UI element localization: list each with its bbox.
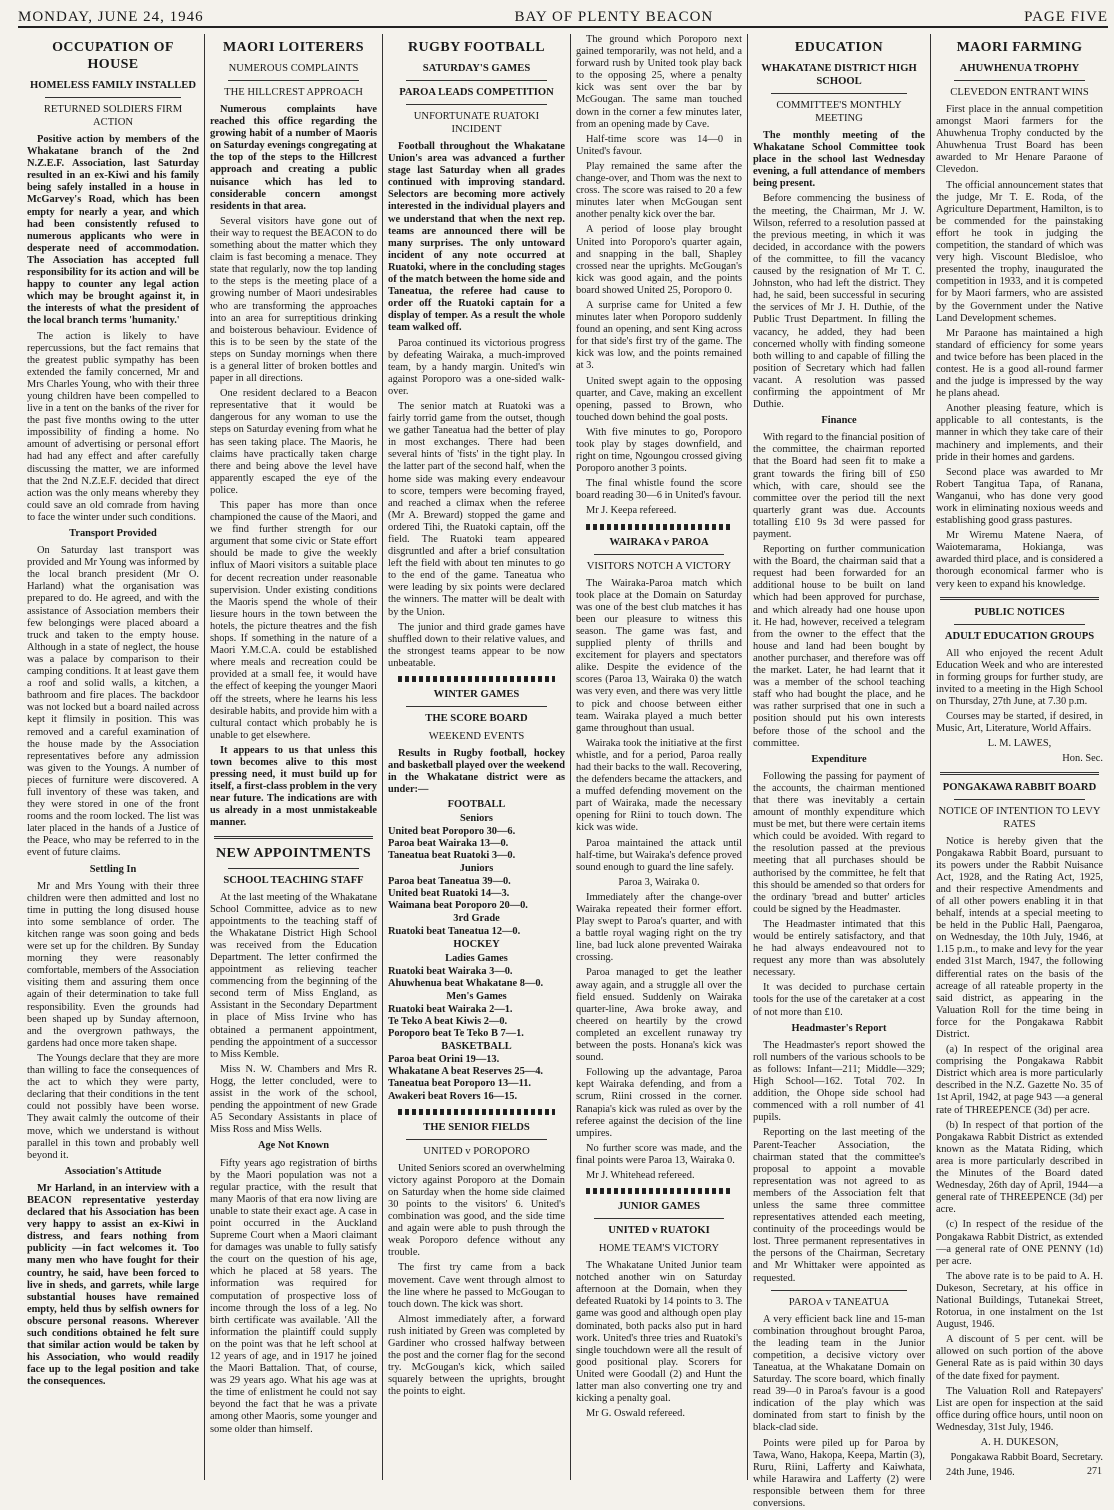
result-line: Paroa beat Taneatua 39—0. (388, 875, 511, 887)
headline-appointments: NEW APPOINTMENTS (215, 845, 372, 861)
paragraph: Before commencing the business of the meeting, the Chairman, Mr J. W. Wilson, referred to a resolution passed at the previous meeting, in which it was decided, in accordance with the powers of the committee, to fill the vacancy caused by the resignation of Mr T. C. Johnston, who had left the district. They had, he said, been successful in securing the services of Mr J. H. Duthie, of the Public Trust Department. In filling the vacancy, he added, they had been concerned wholly with finding someone both willing to and capable of filling the position of Secretary which had fallen vacant. A resolution was passed confirming the appointment of Mr Duthie. (753, 193, 925, 411)
paragraph: The Wairaka-Paroa match which took place at the Domain on Saturday was one of the best club matches it has been our pleasure to witness this season. The game was fast, and supplied plenty of thrills and excitement for players and spectators alike. Despite the evidence of the scores (Paroa 13, Wairaka 0) the watch was very even, and there was very little to pick and choose between either team. Wairaka played a much better game throughout than usual. (576, 577, 742, 734)
subhead: UNITED v RUATOKI (608, 1225, 710, 1237)
divider (954, 624, 1085, 625)
divider (586, 524, 732, 530)
divider (586, 1188, 732, 1194)
signature-title: Hon. Sec. (1062, 753, 1103, 765)
paragraph: A very efficient back line and 15-man combination throughout brought Paroa, the leading team in the Junior competition, a decisive victory over Taneatua, at the Whakatane Domain on Saturday. The score board, which finally read 39—0 in Paroa's favour is a good indication of the play which was dominated from start to finish by the black-clad side. (753, 1313, 925, 1434)
paragraph: Mr and Mrs Young with their three children were then admitted and lost no time in putting the long disused house into some semblance of order. The kitchen range was soon going and beds were set up for the children. By Sunday morning they were reasonably comfortable, members of the Association visiting them and assuring them once again of their determination to take full responsibility. Even the grounds had been shaped up by Sunday afternoon, and the overgrown pathways, the gardens had once more taken shape. (27, 880, 199, 1049)
subhead: SATURDAY'S GAMES (422, 63, 531, 74)
paragraph: Reporting on further communication with the Board, the chairman said that a request had been forwarded for an additional house to be built on land which had been approved for purchase, and which already had one house upon it. He had, however, received a telegram from the owner to the effect that the house and land had been bought by another purchaser, and therefore was off the market. Later, he had learnt that it was a member of the school teaching staff who had bought the place, and he was rather surprised that one in such a position should put his own interests before those of the school and the committee. (753, 544, 925, 749)
column-maori-farming (931, 34, 1108, 1480)
subhead: SCHOOL TEACHING STAFF (223, 874, 364, 886)
result-line: United beat Ruatoki 14—3. (388, 888, 510, 900)
lead-paragraph: Football throughout the Whakatane Union's area was advanced a further stage last Saturday when all grades continued with improving standard. Selectors are becoming more actively interested in the individual players and we understand that when the next rep. teams are announced there will be many surprises. The only untoward incident of any note occurred at Ruatoki, where in the concluding stages of the match between the home side and Taneatua, the referee had cause to order off the Ruatoki captain for a display of temper. As a result the whole team walked off. (388, 141, 565, 334)
results-subheading: Men's Games (446, 990, 507, 1002)
notices-heading: PUBLIC NOTICES (974, 606, 1065, 618)
result-line: Taneatua beat Ruatoki 3—0. (388, 849, 516, 861)
subhead: HOME TEAM'S VICTORY (598, 1243, 720, 1255)
columns (22, 34, 1108, 1510)
headline-rugby: RUGBY FOOTBALL (408, 40, 545, 55)
paragraph: United swept again to the opposing quarter, and Cave, making an excellent opening, passed to Brown, who touched down behind the goal posts. (576, 375, 742, 423)
result-line: Awakeri beat Rovers 16—15. (388, 1090, 518, 1102)
paragraph: Mr J. Whitehead refereed. (586, 1169, 695, 1181)
subhead: NUMEROUS COMPLAINTS (228, 63, 359, 74)
subhead: VISITORS NOTCH A VICTORY (586, 560, 732, 572)
paragraph: Immediately after the change-over Wairaka repeated their former effort. Play swept to Paroa's quarter, and with a battle royal waging right on the try line, bad luck alone prevented Wairaka crossing. (576, 891, 742, 964)
paragraph: Mr Harland, in an interview with a BEACON representative yesterday declared that his Association has been very happy to assist an ex-Kiwi in distress, and fears nothing from publicity —in fact welcomes it. Too many men who have fought for their country, he said, have been forced to live in sheds, and garrets, while large substantial houses have remained empty, held thus by selfish owners for obscure personal reasons. Wherever such conditions obtained he felt sure that similar action would be taken by his Association, who would readily face up to the legal position and take the consequences. (27, 1182, 199, 1388)
lead-paragraph: Positive action by members of the Whakatane branch of the 2nd N.Z.E.F. Association, last Saturday resulted in an ex-Kiwi and his family being safely installed in a house in McGarvey's Road, which has been empty for nearly a year, and which had been consistently refused to numerous applicants who were in desperate need of accommodation. The Association has accepted full responsibility for its action and will be happy to counter any legal action which may be brought against it, in the interests of what the president of the local branch terms 'humanity.' (27, 134, 199, 327)
result-line: Poroporo beat Te Teko B 7—1. (388, 1028, 524, 1040)
subhead: UNFORTUNATE RUATOKI INCIDENT (413, 111, 540, 135)
column-occupation (22, 34, 205, 1480)
subhead: WEEKEND EVENTS (428, 731, 525, 743)
result-line: Ruatoki beat Wairaka 3—0. (388, 965, 513, 977)
paragraph: Points were piled up for Paroa by Tawa, Wano, Hakopa, Keepa, Martin (3), Ruru, Riini, Lafferty and Kaiwhata, while Harawira and Lafferty (2) were responsible between them for three conversions. (753, 1437, 925, 1510)
subhead: WINTER GAMES (433, 689, 520, 701)
paragraph: Play remained the same after the change-over, and Thom was the next to cross. The score was raised to 20 a few minutes later when McGougan sent another penalty kick over the bar. (576, 160, 742, 221)
paragraph: Almost immediately after, a forward rush initiated by Green was completed by Gardiner who crossed halfway between the post and the corner flag for the second try. McGougan's kick, which sailed squarely between the uprights, brought the points to eight. (388, 1313, 565, 1398)
divider (406, 706, 547, 707)
result-line: Paroa beat Wairaka 13—0. (388, 837, 509, 849)
divider (940, 772, 1099, 775)
paragraph: A period of loose play brought United into Poroporo's quarter again, and snapping in the ball, Shapley crossed near the uprights. McGougan's kick was good again, and the points board showed United 25, Poroporo 0. (576, 224, 742, 296)
results-subheading: 3rd Grade (453, 913, 500, 925)
subhead: RETURNED SOLDIERS FIRM ACTION (43, 104, 183, 128)
notice-title: PONGAKAWA RABBIT BOARD (942, 781, 1097, 793)
paragraph: Following up the advantage, Paroa kept Wairaka defending, and from a scrum, Riini crossed in the corner. Ranapia's kick was ruled as over by the referee against the decision of the line umpires. (576, 1067, 742, 1139)
paragraph: Half-time score was 14—0 in United's favour. (576, 133, 742, 157)
divider (954, 80, 1085, 81)
result-line: Waimana beat Poroporo 20—0. (388, 900, 528, 912)
result-line: Te Teko A beat Kiwis 2—0. (388, 1016, 508, 1027)
paragraph: The first try came from a back movement. Cave went through almost to the line where he passed to McGougan to touch down. The kick was short. (388, 1262, 565, 1310)
lead-paragraph: Numerous complaints have reached this office regarding the growing habit of a number of Maoris on Saturday evenings congregating at the top of the steps to the Hillcrest approach and creating a public nuisance which has led to considerable concern amongst residents in that area. (210, 104, 377, 212)
section-heading: Expenditure (811, 753, 867, 765)
divider (940, 597, 1099, 600)
paragraph: Fifty years ago registration of births by the Maori population was not a regular practice, with the result that many Maoris of that era now living are unable to state their exact age. A case in point occurred in the Auckland Supreme Court when a Maori claimant for damages was unable to fully satisfy the court on the question of his age, which he placed at 58 years. The information was required for computation of prospective loss of income through the loss of a leg. No birth certificate was available. 'All the information the plaintiff could supply on the point was that he left school at 12 years of age, and in 1917 he joined the Maori Battalion. That, of course, was 29 years ago. What his age was at the time of enlistment he could not say beyond the fact that he was a private among other Maoris, some younger and some older than himself. (210, 1157, 377, 1435)
headline-loiterers: MAORI LOITERERS (223, 40, 364, 55)
subhead: UNITED v POROPORO (423, 1145, 530, 1157)
result-line: Paroa beat Orini 19—13. (388, 1054, 500, 1066)
paragraph: Mr Paraone has maintained a high standard of efficiency for some years and twice before has been placed in the contest. He is a good all-round farmer and the judge is impressed by the way he plans ahead. (936, 327, 1103, 400)
divider (406, 80, 547, 81)
issue-date: MONDAY, JUNE 24, 1946 (18, 9, 204, 25)
paragraph: One resident declared to a Beacon representative that it would be dangerous for any woman to use the steps on Saturday evening from what he has seen taking place. The Maoris, he claims have practically taken charge there and being above the level have apparently escaped the eye of the police. (210, 388, 377, 496)
paper-name: BAY OF PLENTY BEACON (514, 9, 714, 25)
lead-paragraph: Results in Rugby football, hockey and basketball played over the weekend in the Whakatane district were as under:— (388, 748, 565, 796)
divider (398, 1109, 555, 1115)
divider (406, 1139, 547, 1140)
divider (228, 80, 359, 81)
masthead (18, 4, 1108, 28)
paragraph: First place in the annual competition amongst Maori farmers for the Ahuwhenua Trophy conducted by the Ahuwhenua Trust Board has been awarded to Mr Henare Paraone of Clevedon. (936, 104, 1103, 176)
paragraph: Courses may be started, if desired, in Music, Art, Literature, World Affairs. (936, 711, 1103, 735)
paragraph: The Headmaster intimated that this would be entirely satisfactory, and that he had always endeavoured not to request any more than was absolutely necessary. (753, 918, 925, 979)
paragraph: The Whakatane United Junior team notched another win on Saturday afternoon at the Domain, when they defeated Ruatoki by 14 points to 3. The game was good and although open play dominated, both packs also put in hard work. United's three tries and Ruatoki's single touchdown were all the result of good positional play. Scorers for United were Goodall (2) and Hunt the latter man also converting one try and kicking a penalty goal. (576, 1260, 742, 1405)
headline-maori-farming: MAORI FARMING (956, 40, 1083, 55)
section-heading: Age Not Known (257, 1140, 329, 1152)
headline-occupation: OCCUPATION OF HOUSE (52, 40, 174, 72)
paragraph: The Valuation Roll and Ratepayers' List are open for inspection at the said office during office hours, until noon on Wednesday, 31st July, 1946. (936, 1385, 1103, 1433)
paragraph: The junior and third grade games have shuffled down to their relative values, and the strongest teams appear to be now unbeatable. (388, 621, 565, 669)
divider (398, 676, 555, 682)
subhead: THE SENIOR FIELDS (423, 1121, 530, 1133)
results-subheading: Seniors (460, 812, 493, 824)
paragraph: This paper has more than once championed the cause of the Maori, and we find further strength for our argument that some civic or State effort should be made to give the weekly influx of Maori visitors a suitable place for decent recreation under reasonable supervision. Under existing conditions the Maoris spend the whole of their liesure hours in the town between the hotels, the picture theatres and the fish shops. If something in the nature of a Maori Y.M.C.A. could be established where meals and recreation could be provided at a small fee, it would have the effect of keeping the younger Maori off the streets, where he learns his less desirable habits, and provide him with a cultural contact which probably he is unable to get elsewhere. (210, 500, 377, 741)
paragraph: The final whistle found the score board reading 30—6 in United's favour. (576, 478, 742, 502)
paragraph: (b) In respect of that portion of the Pongakawa Rabbit District as extended known as the Matata Riding, which area is more particularly described in the Minutes of the Board dated Wednesday, 26th day of April, 1944—a general rate of THREEPENCE (3d) per acre. (936, 1119, 1103, 1216)
column-loiterers (205, 34, 383, 1480)
subhead: THE HILLCREST APPROACH (224, 87, 363, 98)
divider (214, 836, 373, 839)
subhead: WAIRAKA v PAROA (609, 536, 709, 548)
paragraph: (a) In respect of the original area comprising the Pongakawa Rabbit District which area is more particularly described in the N.Z. Gazette No. 35 of 1st April, 1942, at page 943 —a general rate of THREEPENCE (3d) per acre. (936, 1044, 1103, 1116)
results-subheading: Juniors (459, 862, 494, 874)
paragraph: Reporting on the last meeting of the Parent-Teacher Association, the chairman stated that the committee's proposal to appoint a movable representation was not agreed to as members of the Association felt that unless the same three committee representatives attended each meeting, continuity of the proceedings would be lost. Three permanent representatives in the persons of the Chairman, Secretary and Mr Whittaker were appointed as requested. (753, 1127, 925, 1284)
paragraph: Mr Wiremu Matene Naera, of Waiotemarama, Hokianga, was awarded third place, and is considered a thorough economical farmer who is very keen to expand his knowledge. (936, 530, 1103, 590)
divider (594, 554, 724, 555)
divider (771, 1290, 907, 1291)
column-rugby-continued (571, 34, 748, 1480)
signature: A. H. DUKESON, (980, 1437, 1059, 1448)
paragraph: The action is likely to have repercussions, but the fact remains that the greatest public sympathy has been extended the family concerned, Mr and Mrs Charles Young, who with their three young children have been compelled to live in a tent on the banks of the river for the past five months owing to the utter impossibility of finding a home. No amount of advertising or personal effort had had any effect and after carefully discussing the matter, we are informed that the 2nd N.Z.E.F. decided that direct action was the only means whereby they could save an old comrade from having to face the winter under such conditions. (27, 330, 199, 523)
result-line: Ruatoki beat Wairaka 2—1. (388, 1003, 513, 1015)
notice-title: ADULT EDUCATION GROUPS (944, 630, 1095, 642)
paragraph: It appears to us that unless this town becomes alive to this most pressing need, it must build up for itself, a first-class problem in the very near future. The indications are with us already in a most unmistakeable manner. (210, 744, 377, 829)
divider (771, 93, 907, 94)
paragraph: Following the passing for payment of the accounts, the chairman mentioned that there was inevitably a certain amount of monthly expenditure which must be met, but there were certain items which could be avoided. With regard to the resolution passed at the previous meeting that all purchases should be authorised by the committee, he felt that this should be amended so that orders for the ordinary 'bread and butter' articles could be signed by the Headmaster. (753, 770, 925, 915)
divider (228, 868, 359, 869)
paragraph: A discount of 5 per cent. will be allowed on such portion of the above General Rate as is paid within 30 days of the date fixed for payment. (936, 1334, 1103, 1382)
section-heading: Finance (821, 415, 857, 427)
paragraph: No further score was made, and the final points were Paroa 13, Wairaka 0. (576, 1142, 742, 1166)
divider (45, 97, 181, 98)
result-line: United beat Poroporo 30—6. (388, 825, 516, 837)
page-number: PAGE FIVE (1024, 9, 1108, 25)
subhead: THE SCORE BOARD (425, 713, 528, 725)
result-line: Whakatane A beat Reserves 25—4. (388, 1066, 543, 1078)
paragraph: With regard to the financial position of the committee, the chairman reported that the Board had seen fit to make a grant towards the firing bill of £50 which, with care, should see the committee over the period till the next quarterly grant was due. Accounts totalling £10 9s 3d were passed for payment. (753, 432, 925, 540)
paragraph: All who enjoyed the recent Adult Education Week and who are interested in forming groups for further study, are invited to a meeting in the High School on Thursday, 27th June, at 7.30 p.m. (936, 647, 1103, 708)
paragraph: The Youngs declare that they are more than willing to face the consequences of the act to which they were party, declaring that their conditions in the tent could not possibly have been worse. They await calmly the outcome of their move, which we understand is without parallel in this town and probably well beyond it. (27, 1052, 199, 1161)
paragraph: Notice is hereby given that the Pongakawa Rabbit Board, pursuant to its powers under the Rabbit Nuisance Act, 1928, and the Rating Act, 1925, and their respective Amendments and of all other powers enabling it in that behalf, intends at a special meeting to be held in the Public Hall, Paengaroa, on Wednesday, the 10th July, 1946, at 1.15 p.m., to make and levy for the year ended 31st March, 1947, the following differential rates on the basis of the acreage of all rateable property in the said district, as appearing in the Valuation Roll for the time being in force for the Pongakawa Rabbit District. (936, 835, 1103, 1040)
paragraph: With five minutes to go, Poroporo took play by stages downfield, and right on time, Ngoungou crossed giving Poroporo another 3 points. (576, 426, 742, 475)
paragraph: Paroa managed to get the leather away again, and a struggle all over the field ensued. Suddenly on Wairaka quarter-line, Awa broke away, and cheered on heartily by the crowd completed an excellent runaway try between the posts. Honana's kick was sound. (576, 967, 742, 1064)
subhead: AHUWHENUA TROPHY (959, 63, 1080, 74)
paragraph: It was decided to purchase certain tools for the use of the caretaker at a cost of not more than £10. (753, 982, 925, 1018)
paragraph: Wairaka took the initiative at the first whistle, and for a period, Paroa really had their backs to the wall. Recovering, the defenders became the attackers, and a muffed defending movement on the part of Wairaka, made the necessary opening for Riini to touch down. The kick was wide. (576, 737, 742, 834)
paragraph: At the last meeting of the Whakatane School Committee, advice as to new appointments to the teaching staff of the Whakatane District High School was received from the Education Department. The letter confirmed the appointment as relieving teacher commencing from the beginning of the second term of Miss England, as Assistant in the Secondary Department in place of Miss Irvine who has obtained a permanent appointment, pending the appointment of a successor to Miss Kemble. (210, 891, 377, 1060)
paragraph: Paroa 3, Wairaka 0. (618, 876, 700, 888)
paragraph: Mr G. Oswald refereed. (586, 1408, 685, 1420)
headline-education: EDUCATION (794, 40, 884, 55)
subhead: NOTICE OF INTENTION TO LEVY RATES (938, 805, 1101, 830)
subhead: CLEVEDON ENTRANT WINS (950, 87, 1089, 98)
results-heading: BASKETBALL (441, 1041, 512, 1053)
subhead: PAROA LEADS COMPETITION (399, 87, 554, 98)
divider (594, 1218, 724, 1219)
notice-date: 24th June, 1946. (946, 1467, 1015, 1479)
paragraph: A surprise came for United a few minutes later when Poroporo suddenly found an opening, and sent King across for that side's first try of the game. The kick was low, and the points remained at 3. (576, 299, 742, 372)
paragraph: (c) In respect of the residue of the Pongakawa Rabbit District, as extended—a general rate of ONE PENNY (1d) per acre. (936, 1219, 1103, 1267)
section-heading: Settling In (89, 863, 137, 875)
paragraph: The Headmaster's report showed the roll numbers of the various schools to be as follows: Infant—211; Middle—329; High School—162. Total 702. In addition, the Ohope side school had commenced with a roll number of 41 pupils. (753, 1039, 925, 1124)
paragraph: The ground which Poroporo next gained temporarily, was not held, and a forward rush by United took play back to the opposing 25, where a penalty kick was sent over the bar by McGougan. The same man touched down in the corner a few minutes later, from an opening made by Cave. (576, 34, 742, 130)
signature-title: Pongakawa Rabbit Board, Secretary. (950, 1452, 1103, 1464)
subhead: PAROA v TANEATUA (788, 1296, 890, 1308)
paragraph: On Saturday last transport was provided and Mr Young was informed by the local branch president (Mr O. Harland) what the organisation was prepared to do. He agreed, and with the assistance of Association members their few belongings were placed aboard a truck and taken to the empty house. Although in a state of neglect, the house was a palace by comparison to their camping conditions. It at least gave them a roof and solid walls, a kitchen, a bathroom and fire places. The backdoor was not locked but a board nailed across kept it flimsily in position. This was removed and a careful examination of the house made by the Association representatives before any admission was given to the Youngs. A number of pieces of furniture were discovered. A full inventory of these was taken, and they were stored in one of the front rooms and the room locked. The list was later placed in the hands of a Justice of the Peace, who may be referred to in the event of future claims. (27, 545, 199, 859)
subhead: HOMELESS FAMILY INSTALLED (29, 80, 196, 91)
subhead: WHAKATANE DISTRICT HIGH SCHOOL (761, 63, 917, 87)
section-heading: Association's Attitude (64, 1165, 162, 1177)
paragraph: Second place was awarded to Mr Robert Tangitua Tapa, of Ranana, Wanganui, who has done very good work in eliminating noxious weeds and establishing good grass pastures. (936, 466, 1103, 527)
paragraph: The senior match at Ruatoki was a fairly torrid game from the outset, though we gather Taneatua had the better of play in most exchanges. There had been several hints of 'fists' in the tight play. In the latter part of the second half, when the home side was making every endeavour to score, tempers were becoming frayed, and reached a climax when the referee (Mr A. Breward) stopped the game and ordered Tihi, the Ruatoki captain, off the field. The Ruatoki team appeared disgruntled and after a brief consultation left the field with about ten minutes to go to the end of the game. Taneatua who were leading by six points were declared the winners. The matter will be dealt with by the Union. (388, 400, 565, 618)
results-subheading: Ladies Games (445, 952, 508, 964)
section-heading: Headmaster's Report (791, 1022, 887, 1034)
paragraph: United Seniors scored an overwhelming victory against Poroporo at the Domain on Saturday when the home side claimed 30 points to the visitors' 6. United's combination was good, and the side time and again were able to push through the weak Poroporo defence without any trouble. (388, 1162, 565, 1259)
paragraph: Mr J. Keepa refereed. (586, 505, 677, 517)
paragraph: The official announcement states that the judge, Mr T. E. Roda, of the Agriculture Department, Hamilton, is to be commended for the painstaking effort he took in judging the competition, the standard of which was very high. Viscount Bledisloe, who presented the trophy, inaugurated the competition in 1933, and it is competed for by Maori farmers, who are assisted by the Government under the Native Land Development schemes. (936, 179, 1103, 324)
subhead: COMMITTEE'S MONTHLY MEETING (776, 100, 902, 124)
paragraph: Paroa continued its victorious progress by defeating Wairaka, a much-improved team, by a handy margin. United's win against Poroporo was a one-sided walk-over. (388, 337, 565, 397)
section-heading: Transport Provided (69, 528, 157, 539)
lead-paragraph: The monthly meeting of the Whakatane School Committee took place in the school last Wednesday evening, a full attendance of members being present. (753, 130, 925, 190)
result-line: Taneatua beat Poroporo 13—11. (388, 1078, 531, 1090)
paragraph: Several visitors have gone out of their way to request the BEACON to do something about the matter which they claim is fast becoming a menace. They state that regularly, now the top landing to the steps is the meeting place of a growing number of Maori undesirables who are transforming the approaches into an area for surreptitious drinking and boisterous behaviour. Evidence of this is to be seen by the state of the steps on Sunday mornings when there is a general litter of broken bottles and paper in all directions. (210, 215, 377, 385)
column-rugby (383, 34, 571, 1480)
results-heading: FOOTBALL (447, 799, 506, 811)
result-line: Ruatoki beat Taneatua 12—0. (388, 926, 521, 938)
reference-number: 271 (1087, 1465, 1102, 1477)
subhead: JUNIOR GAMES (617, 1201, 701, 1213)
paragraph: Paroa maintained the attack until half-time, but Wairaka's defence proved sound enough to guard the line safely. (576, 837, 742, 873)
results-heading: HOCKEY (453, 939, 500, 951)
paragraph: Another pleasing feature, which is applicable to all contestants, is the manner in which they take care of their machinery and implements, and their pride in their homes and gardens. (936, 403, 1103, 463)
divider (954, 799, 1085, 800)
result-line: Ahuwhenua beat Whakatane 8—0. (388, 977, 544, 989)
divider (406, 104, 547, 105)
paragraph: Miss N. W. Chambers and Mrs R. Hogg, the letter concluded, were to assist in the work of the school, pending the appointment of new Grade A5 Secondary Assistants in place of Miss Ross and Miss Wells. (210, 1063, 377, 1136)
paragraph: The above rate is to be paid to A. H. Dukeson, Secretary, at his office in National Buildings, Tutanekai Street, Rotorua, in one instalment on the 1st August, 1946. (936, 1270, 1103, 1331)
signature: L. M. LAWES, (987, 738, 1052, 750)
column-education (748, 34, 931, 1510)
